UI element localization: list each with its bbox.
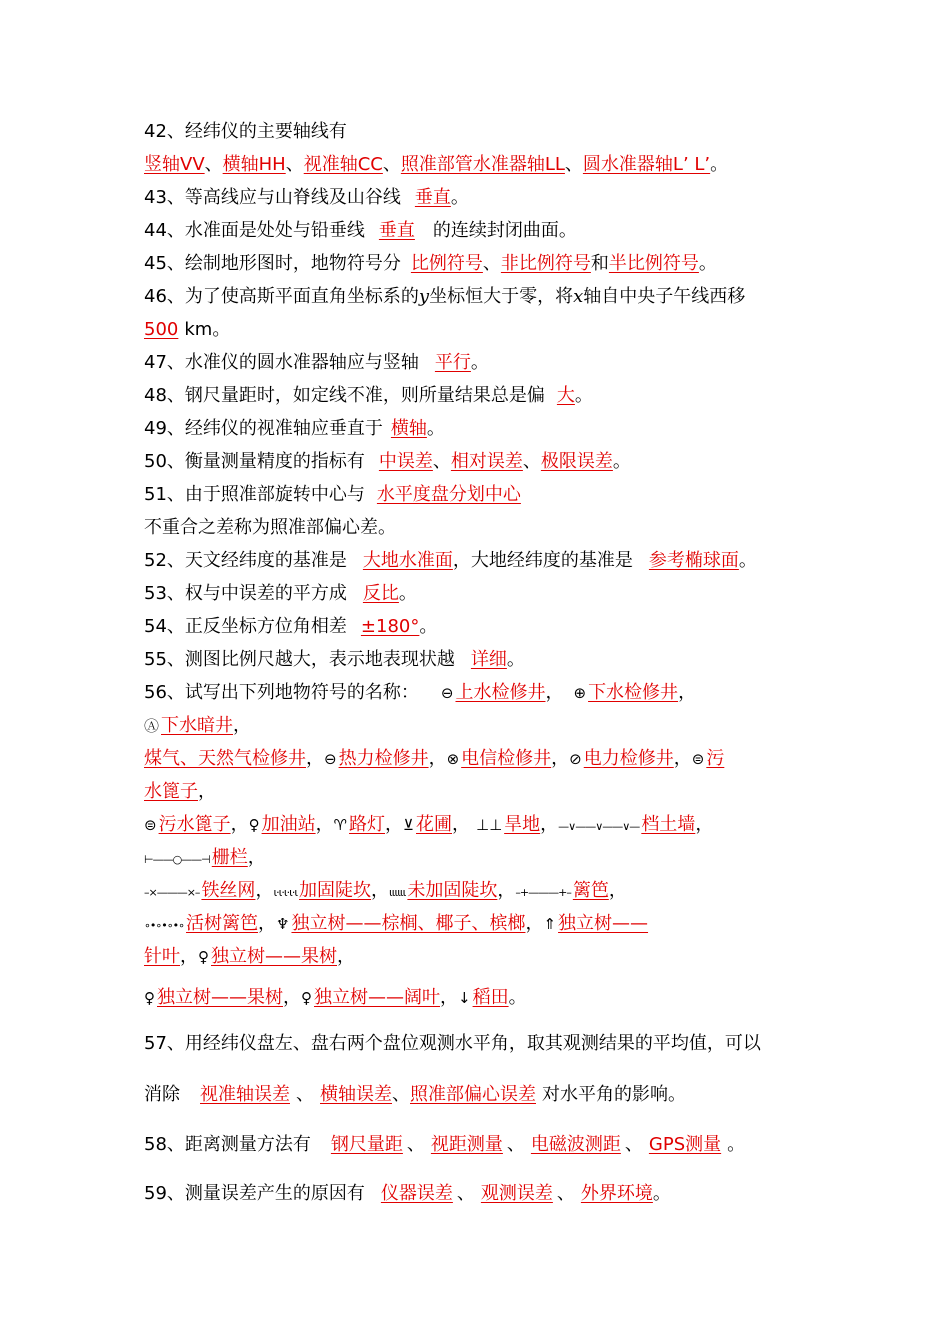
answer: 详细 bbox=[470, 649, 507, 670]
flower-bed-icon: ⊻ bbox=[403, 816, 415, 834]
question-59 bbox=[144, 1181, 671, 1207]
answer: 半比例符号 bbox=[608, 253, 699, 274]
palm-tree-icon: ♆ bbox=[276, 915, 290, 933]
separator: 、 bbox=[456, 1183, 475, 1204]
sewage-grate-icon: ⊜ bbox=[144, 816, 157, 834]
symbol-name: 针叶 bbox=[144, 946, 180, 967]
separator: ， bbox=[440, 987, 458, 1008]
street-lamp-icon: ♈ bbox=[333, 816, 348, 834]
answer: 大地水准面 bbox=[362, 550, 453, 571]
separator: 和 bbox=[590, 253, 609, 274]
punctuation: 。 bbox=[426, 418, 445, 439]
separator: 、 bbox=[556, 1183, 575, 1204]
separator: ， bbox=[695, 814, 714, 835]
question-text: 53、权与中误差的平方成 bbox=[144, 583, 347, 604]
question-text: 54、正反坐标方位角相差 bbox=[144, 616, 347, 637]
unreinforced-scarp-icon: ιιιιιι bbox=[389, 886, 406, 899]
heat-manhole-icon: ⊖ bbox=[324, 750, 337, 768]
question-50 bbox=[144, 449, 631, 475]
symbol-name: 未加固陡坎 bbox=[407, 880, 498, 901]
question-47 bbox=[144, 350, 489, 376]
separator: ， bbox=[315, 814, 334, 835]
answer: 横轴 bbox=[390, 418, 427, 439]
symbol-name: 上水检修井 bbox=[455, 682, 546, 703]
separator: ， bbox=[230, 814, 249, 835]
punctuation: 。 bbox=[419, 616, 438, 637]
telecom-manhole-icon: ⊗ bbox=[446, 750, 460, 768]
barbed-wire-icon: –×———×– bbox=[144, 886, 200, 899]
symbol-name: 水篦子 bbox=[144, 781, 198, 802]
separator: ， bbox=[337, 946, 355, 967]
separator: ， bbox=[497, 880, 516, 901]
sewer-manhole-icon: ⊕ bbox=[573, 684, 587, 702]
punctuation: 。 bbox=[506, 649, 525, 670]
answer: 比例符号 bbox=[410, 253, 483, 274]
question-text: 47、水准仪的圆水准器轴应与竖轴 bbox=[144, 352, 419, 373]
question-text: 轴自中央子午线西移 bbox=[583, 286, 746, 307]
question-56-row-8 bbox=[144, 944, 355, 970]
question-text-end: 的连续封闭曲面。 bbox=[432, 220, 577, 241]
question-45 bbox=[144, 251, 717, 277]
answer: 圆水准器轴L’ L’ bbox=[582, 154, 711, 175]
symbol-name: 独立树——果树 bbox=[211, 946, 337, 967]
symbol-name: 栅栏 bbox=[211, 847, 248, 868]
question-56-row-4 bbox=[144, 812, 713, 840]
question-text: 52、天文经纬度的基准是 bbox=[144, 550, 347, 571]
question-43 bbox=[144, 185, 469, 211]
answer: 大 bbox=[556, 385, 575, 406]
variable-x: x bbox=[573, 286, 584, 307]
answer: 视准轴误差 bbox=[200, 1084, 290, 1105]
question-52 bbox=[144, 548, 757, 574]
punctuation: 。 bbox=[652, 1183, 671, 1204]
question-56-row-9 bbox=[144, 985, 527, 1011]
answer: 观测误差 bbox=[480, 1183, 553, 1204]
symbol-name: 加固陡坎 bbox=[299, 880, 372, 901]
question-49 bbox=[144, 416, 445, 442]
question-46 bbox=[144, 284, 745, 310]
question-text: ，大地经纬度的基准是 bbox=[452, 550, 633, 571]
answer: 500 bbox=[144, 319, 179, 340]
answer: 反比 bbox=[362, 583, 399, 604]
unit: km。 bbox=[184, 319, 231, 340]
symbol-name: 下水检修井 bbox=[588, 682, 679, 703]
symbol-name: 旱地 bbox=[504, 814, 541, 835]
separator: ， bbox=[608, 880, 627, 901]
question-text: 49、经纬仪的视准轴应垂直于 bbox=[144, 418, 383, 439]
broadleaf-tree-icon: ♀ bbox=[301, 989, 312, 1007]
question-44 bbox=[144, 218, 577, 244]
answer: 平行 bbox=[434, 352, 471, 373]
symbol-name: 独立树——棕榈、椰子、槟榔 bbox=[291, 913, 526, 934]
punctuation: 。 bbox=[710, 154, 729, 175]
answer: 外界环境 bbox=[580, 1183, 653, 1204]
question-53 bbox=[144, 581, 417, 607]
gas-station-icon: ♀ bbox=[248, 816, 260, 834]
separator: 。 bbox=[508, 987, 527, 1008]
separator: ， bbox=[545, 682, 564, 703]
separator: 、 bbox=[296, 1084, 314, 1105]
sewage-grate-icon: ⊜ bbox=[691, 750, 705, 768]
symbol-name: 花圃 bbox=[416, 814, 453, 835]
answer: 极限误差 bbox=[540, 451, 613, 472]
question-text: 坐标恒大于零，将 bbox=[429, 286, 574, 307]
question-42 bbox=[144, 119, 347, 145]
symbol-name: 路灯 bbox=[349, 814, 386, 835]
punctuation: 。 bbox=[470, 352, 489, 373]
question-text: 50、衡量测量精度的指标有 bbox=[144, 451, 365, 472]
answer: 照准部偏心误差 bbox=[410, 1084, 536, 1105]
question-46-answer bbox=[144, 317, 230, 343]
symbol-name: 热力检修井 bbox=[338, 748, 429, 769]
separator: ， bbox=[525, 913, 544, 934]
separator: ， bbox=[551, 748, 570, 769]
conifer-tree-icon: ⇑ bbox=[543, 915, 557, 933]
question-text: 45、绘制地形图时，地物符号分 bbox=[144, 253, 401, 274]
answer: 照准部管水准器轴LL bbox=[400, 154, 565, 175]
answer: 横轴HH bbox=[222, 154, 286, 175]
question-56-row-5 bbox=[144, 845, 266, 873]
separator: ， bbox=[540, 814, 559, 835]
separator: ， bbox=[180, 946, 198, 967]
separator: ， bbox=[678, 682, 697, 703]
answer: 竖轴VV bbox=[144, 154, 205, 175]
answer: 视距测量 bbox=[430, 1134, 503, 1155]
rice-field-icon: ↓ bbox=[458, 989, 471, 1007]
reinforced-scarp-icon: ι·ι·ι·ι·ι bbox=[273, 886, 298, 899]
question-42-answers bbox=[144, 152, 728, 178]
separator: 、 bbox=[506, 1134, 525, 1155]
question-57-answers bbox=[144, 1082, 686, 1108]
question-56-row-3 bbox=[144, 746, 724, 772]
separator: 、 bbox=[432, 451, 451, 472]
answer: 横轴误差 bbox=[320, 1084, 392, 1105]
separator: 、 bbox=[624, 1134, 643, 1155]
symbol-name: 电力检修井 bbox=[583, 748, 674, 769]
symbol-name: 煤气、天然气检修井 bbox=[144, 748, 306, 769]
fruit-tree-icon: ♀ bbox=[198, 948, 209, 966]
separator: 、 bbox=[406, 1134, 425, 1155]
separator: ， bbox=[233, 715, 252, 736]
question-text: 59、测量误差产生的原因有 bbox=[144, 1183, 365, 1204]
separator: ， bbox=[247, 847, 266, 868]
answer: GPS测量 bbox=[648, 1134, 722, 1155]
separator: 、 bbox=[382, 154, 401, 175]
separator: ， bbox=[673, 748, 692, 769]
answer: 非比例符号 bbox=[500, 253, 591, 274]
separator: ， bbox=[255, 880, 274, 901]
power-manhole-icon: ⊘ bbox=[569, 750, 582, 768]
punctuation: 。 bbox=[738, 550, 757, 571]
question-text: 58、距离测量方法有 bbox=[144, 1134, 311, 1155]
punctuation: 。 bbox=[450, 187, 469, 208]
answer: 参考椭球面 bbox=[648, 550, 739, 571]
question-text: 57、用经纬仪盘左、盘右两个盘位观测水平角，取其观测结果的平均值，可以 bbox=[144, 1033, 761, 1054]
symbol-name: 污 bbox=[706, 748, 725, 769]
symbol-name: 下水暗井 bbox=[161, 715, 234, 736]
answer: 水平度盘分划中心 bbox=[376, 484, 521, 505]
hedge-fence-icon: –+———+– bbox=[515, 886, 571, 899]
answer: 视准轴CC bbox=[303, 154, 383, 175]
separator: ， bbox=[452, 814, 471, 835]
separator: ， bbox=[258, 913, 277, 934]
symbol-name: 污水篦子 bbox=[158, 814, 231, 835]
fruit-tree-icon: ♀ bbox=[144, 989, 155, 1007]
variable-y: y bbox=[418, 286, 430, 307]
punctuation: 。 bbox=[612, 451, 631, 472]
punctuation: 。 bbox=[698, 253, 717, 274]
question-text: 55、测图比例尺越大，表示地表现状越 bbox=[144, 649, 455, 670]
symbol-name: 电信检修井 bbox=[461, 748, 552, 769]
question-57 bbox=[144, 1031, 761, 1057]
symbol-name: 活树篱笆 bbox=[186, 913, 259, 934]
question-text: 43、等高线应与山脊线及山谷线 bbox=[144, 187, 401, 208]
question-text: 消除 bbox=[144, 1084, 180, 1105]
question-text: 56、试写出下列地物符号的名称： bbox=[144, 682, 419, 703]
answer: 仪器误差 bbox=[380, 1183, 453, 1204]
question-56-row-7 bbox=[144, 911, 648, 939]
separator: ， bbox=[371, 880, 390, 901]
symbol-name: 稻田 bbox=[472, 987, 509, 1008]
punctuation: 。 bbox=[574, 385, 593, 406]
answer: ±180° bbox=[360, 616, 420, 637]
separator: 、 bbox=[482, 253, 501, 274]
answer: 相对误差 bbox=[450, 451, 523, 472]
question-text: 48、钢尺量距时，如定线不准，则所量结果总是偏 bbox=[144, 385, 545, 406]
separator: ， bbox=[283, 987, 301, 1008]
punctuation: 。 bbox=[398, 583, 417, 604]
living-hedge-icon: ∘•∘•∘•∘ bbox=[144, 919, 185, 932]
separator: 、 bbox=[564, 154, 583, 175]
symbol-name: 篱笆 bbox=[572, 880, 609, 901]
question-55 bbox=[144, 647, 525, 673]
question-54 bbox=[144, 614, 437, 640]
answer: 垂直 bbox=[414, 187, 451, 208]
retaining-wall-icon: —∨——∨——∨— bbox=[558, 820, 640, 833]
symbol-name: 独立树—— bbox=[558, 913, 649, 934]
separator: 、 bbox=[522, 451, 541, 472]
separator: 、 bbox=[204, 154, 223, 175]
question-56-row-2 bbox=[144, 713, 251, 739]
answer: 钢尺量距 bbox=[330, 1134, 403, 1155]
symbol-name: 独立树——果树 bbox=[157, 987, 283, 1008]
upper-water-manhole-icon: ⊖ bbox=[440, 684, 454, 702]
symbol-name: 档土墙 bbox=[641, 814, 696, 835]
question-text: 46、为了使高斯平面直角坐标系的 bbox=[144, 286, 419, 307]
answer: 电磁波测距 bbox=[530, 1134, 621, 1155]
symbol-name: 独立树——阔叶 bbox=[314, 987, 440, 1008]
separator: ， bbox=[198, 781, 216, 802]
symbol-name: 加油站 bbox=[261, 814, 316, 835]
separator: ， bbox=[385, 814, 404, 835]
separator: 、 bbox=[392, 1084, 410, 1105]
question-text: 44、水准面是处处与铅垂线 bbox=[144, 220, 365, 241]
punctuation: 。 bbox=[727, 1134, 746, 1155]
question-51-continued bbox=[144, 515, 396, 541]
question-56 bbox=[144, 680, 696, 706]
separator: ， bbox=[428, 748, 447, 769]
question-text-end: 对水平角的影响。 bbox=[542, 1084, 686, 1105]
symbol-name: 铁丝网 bbox=[201, 880, 256, 901]
dry-land-icon: ⊥⊥ bbox=[476, 816, 503, 834]
separator: ， bbox=[306, 748, 324, 769]
answer: 垂直 bbox=[378, 220, 415, 241]
sewer-dark-well-icon: Ⓐ bbox=[144, 717, 160, 735]
question-48 bbox=[144, 383, 593, 409]
answer: 中误差 bbox=[378, 451, 433, 472]
question-58 bbox=[144, 1132, 745, 1158]
question-text: 42、经纬仪的主要轴线有 bbox=[144, 121, 347, 142]
question-51 bbox=[144, 482, 521, 508]
fence-icon: ⊢——○——⊣ bbox=[144, 853, 210, 866]
question-text: 不重合之差称为照准部偏心差。 bbox=[144, 517, 396, 538]
question-text: 51、由于照准部旋转中心与 bbox=[144, 484, 365, 505]
separator: 、 bbox=[285, 154, 304, 175]
question-56-row-6 bbox=[144, 878, 627, 906]
question-56-row-3b bbox=[144, 779, 216, 805]
